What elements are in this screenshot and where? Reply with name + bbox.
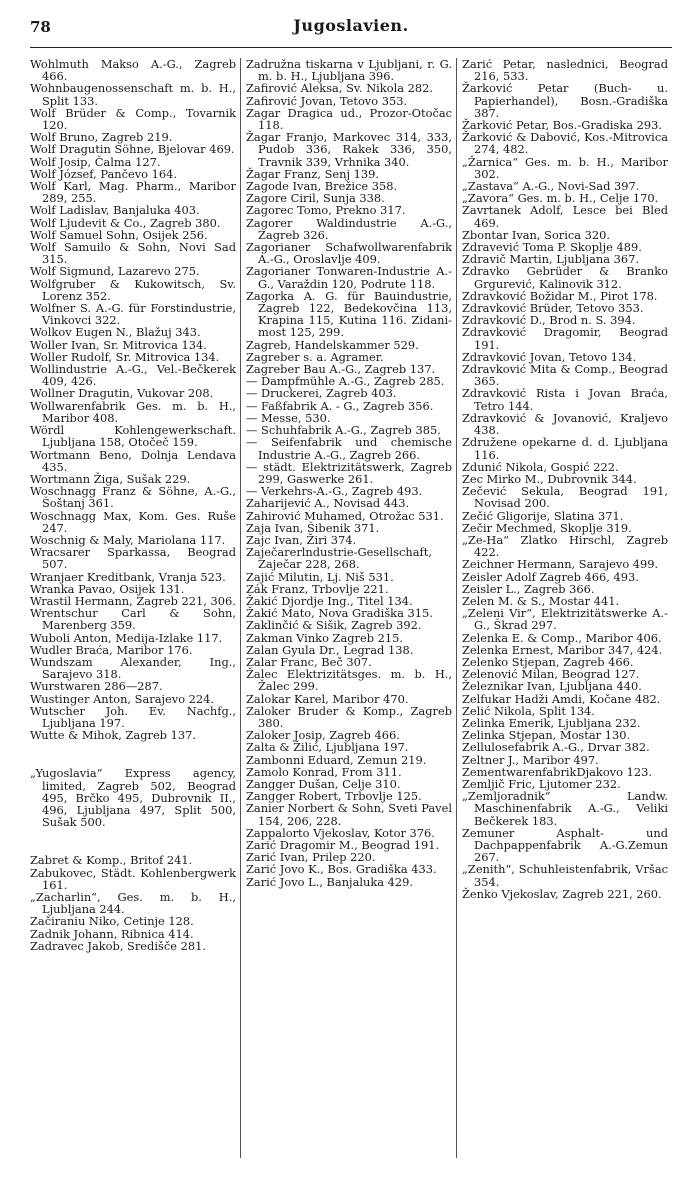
directory-entry: Zanier Norbert & Sohn, Sveti Pavel 154, 206, 228. <box>246 801 452 828</box>
directory-entry: Zavrtanek Adolf, Lesce bei Bled 469. <box>462 203 668 230</box>
directory-entry: Zarić Ivan, Prilep 220. <box>246 850 376 865</box>
directory-entry: Žakić Mato, Nova Gradiška 315. <box>246 606 433 621</box>
directory-entry: Wollner Dragutin, Vukovar 208. <box>30 386 214 401</box>
column-divider <box>456 58 457 1158</box>
directory-entry: Zagar Dragica ud., Prozor-Otočac 118. <box>246 105 452 133</box>
directory-entry: Zaloker Josip, Zagreb 466. <box>246 728 400 743</box>
directory-entry: Woschnig & Maly, Mariolana 117. <box>30 532 226 547</box>
directory-entry: Zamolo Konrad, From 311. <box>246 764 402 779</box>
directory-entry: Zbontar Ivan, Sorica 320. <box>462 227 611 242</box>
directory-entry: „Zavora“ Ges. m. b. H., Celje 170. <box>462 191 659 206</box>
directory-entry: Zdravković Božidar M., Pirot 178. <box>462 288 658 303</box>
directory-entry: Zappalorto Vjekoslav, Kotor 376. <box>246 825 435 840</box>
directory-entry: Wollwarenfabrik Ges. m. b. H., Maribor 408. <box>30 398 236 425</box>
directory-entry: ZementwarenfabrikDjakovo 123. <box>462 764 652 779</box>
directory-entry: Žarković & Dabović, Kos.-Mitrovica 274, 482. <box>462 130 668 157</box>
header-rule <box>30 47 672 48</box>
directory-entry: Žagar Franz, Senj 139. <box>246 166 379 181</box>
page-number: 78 <box>30 18 51 36</box>
directory-entry: Wrentschur Carl & Sohn, Marenberg 359. <box>30 606 236 633</box>
directory-entry: Zečić Gligorije, Slatina 371. <box>462 508 624 523</box>
directory-entry: Wortmann Beno, Dolnja Lendava 435. <box>30 447 236 474</box>
directory-entry: Zarić Dragomir M., Beograd 191. <box>246 838 440 852</box>
directory-entry: Wurstwaren 286—287. <box>30 679 163 694</box>
directory-entry: Zahirović Muhamed, Otrožac 531. <box>246 508 444 523</box>
directory-entry: Zdravković Dragomir, Beograd 191. <box>462 325 668 352</box>
directory-entry: Zabukovec, Städt. Kohlenbergwerk 161. <box>30 865 236 892</box>
directory-entry: Zeltner J., Maribor 497. <box>462 752 599 767</box>
directory-entry: Wolf Ljudevit & Co., Zagreb 380. <box>30 215 221 230</box>
directory-entry: Zelenko Stjepan, Zagreb 466. <box>462 654 634 669</box>
directory-entry: Zdravković D., Brod n. S. 394. <box>462 313 636 328</box>
column-divider <box>240 58 241 1158</box>
directory-entry: Zalan Gyula Dr., Legrad 138. <box>246 642 414 657</box>
directory-entry: Woller Ivan, Sr. Mitrovica 134. <box>30 337 207 352</box>
directory-entry: Žagar Franjo, Markovec 314, 333, Pudob 336, Rakek 336, 350, Travnik 339, Vrhnika 340. <box>246 130 452 169</box>
directory-entry: Zaklinčić & Sišik, Zagreb 392. <box>246 618 422 633</box>
directory-entry: Zagorec Tomo, Prekno 317. <box>246 203 406 218</box>
directory-entry: Zelfukar Hadži Amdi, Kočane 482. <box>462 691 661 706</box>
directory-entry: Zemljič Fric, Ljutomer 232. <box>462 776 621 791</box>
directory-entry: Zabret & Komp., Britof 241. <box>30 853 193 868</box>
directory-entry: Zeisler Adolf Zagreb 466, 493. <box>462 569 639 584</box>
directory-entry: Zambonni Eduard, Zemun 219. <box>246 752 427 767</box>
page-header <box>30 14 672 48</box>
directory-entry: Wohlmuth Makso A.-G., Zagreb 466. <box>30 58 236 84</box>
directory-entry: Wolfgruber & Kukowitsch, Sv. Lorenz 352. <box>30 276 236 303</box>
directory-entry: Zelenka Ernest, Maribor 347, 424. <box>462 642 663 657</box>
directory-entry: Wustinger Anton, Sarajevo 224. <box>30 691 215 706</box>
directory-entry: Zdravković Jovan, Tetovo 134. <box>462 349 637 364</box>
directory-entry: Wolfner S. A.-G. für Forstindustrie, Vinkovci 322. <box>30 301 236 328</box>
directory-entry: — Faßfabrik A. - G., Zagreb 356. <box>246 398 434 413</box>
directory-entry: Zagorer Waldindustrie A.-G., Zagreb 326. <box>246 215 452 242</box>
directory-entry: Wolf Samuilo & Sohn, Novi Sad 315. <box>30 240 236 267</box>
directory-entry: Žalec Elektrizitätsges. m. b. H., Žalec 299. <box>246 667 452 694</box>
directory-entry: Zadružna tiskarna v Ljubljani, r. G. m. b. H., Ljubljana 396. <box>246 58 452 84</box>
directory-entry: Wolf Samuel Sohn, Osijek 256. <box>30 227 208 242</box>
directory-entry: Zagorianer Tonwaren-Industrie A.-G., Varaždin 120, Podrute 118. <box>246 264 452 291</box>
directory-entry: Zalokar Karel, Maribor 470. <box>246 691 409 706</box>
directory-entry: Zarić Petar, naslednici, Beograd 216, 533. <box>462 58 668 84</box>
directory-entry: Zangger Robert, Trbovlje 125. <box>246 789 422 804</box>
directory-entry: Zeichner Hermann, Sarajevo 499. <box>462 557 659 572</box>
directory-entry: Zakman Vinko Zagreb 215. <box>246 630 403 645</box>
directory-entry: — Schuhfabrik A.-G., Zagreb 385. <box>246 423 441 438</box>
directory-entry: Zák Franz, Trbovlje 221. <box>246 581 389 596</box>
directory-entry: Wolf Dragutin Söhne, Bjelovar 469. <box>30 142 235 157</box>
directory-entry: Zaja Ivan, Šibenik 371. <box>246 520 380 535</box>
directory-entry: Zajić Milutin, Lj. Niš 531. <box>246 569 394 584</box>
directory-entry: „Zemljoradnik“ Landw. Maschinenfabrik A.-G., Veliki Bečkerek 183. <box>462 789 668 828</box>
directory-entry: Zellulosefabrik A.-G., Drvar 382. <box>462 740 650 755</box>
directory-entry: Zarić Jovo K., Bos. Gradiška 433. <box>246 862 437 877</box>
directory-entry: Zdravič Martin, Ljubljana 367. <box>462 252 640 267</box>
directory-entry: Wollindustrie A.-G., Vel.-Bečkerek 409, 426. <box>30 362 236 389</box>
directory-entry: Wolf Josip, Čalma 127. <box>30 154 161 169</box>
directory-entry: Wrastil Hermann, Zagreb 221, 306. <box>30 593 236 608</box>
directory-entry: Zagore Ciril, Sunja 338. <box>246 191 385 206</box>
directory-entry: — Messe, 530. <box>246 410 331 425</box>
directory-entry: „Zastava“ A.-G., Novi-Sad 397. <box>462 179 640 194</box>
directory-entry: Zagreber Bau A.-G., Zagreb 137. <box>246 362 436 377</box>
directory-entry: Wohnbaugenossenschaft m. b. H., Split 133. <box>30 81 236 108</box>
directory-entry: Wutte & Mihok, Zagreb 137. <box>30 728 196 743</box>
directory-entry: Woller Rudolf, Sr. Mitrovica 134. <box>30 349 220 364</box>
directory-entry: „Ze-Ha“ Zlatko Hirschl, Zagreb 422. <box>462 532 668 560</box>
directory-entry: Zagreber s. a. Agramer. <box>246 349 384 364</box>
directory-entry: „Zeleni Vir“, Elektrizitätswerke A.-G., Škrad 297. <box>462 606 668 633</box>
directory-entry: Wracsarer Sparkassa, Beograd 507. <box>30 545 236 572</box>
directory-entry: — Dampfmühle A.-G., Zagreb 285. <box>246 374 445 389</box>
column-2 <box>246 58 452 1173</box>
directory-entry: Zagorianer Schafwollwarenfabrik A.-G., Oroslavlje 409. <box>246 240 452 267</box>
directory-entry: Wuboli Anton, Medija-Izlake 117. <box>30 630 223 645</box>
directory-entry: Zarić Jovo L., Banjaluka 429. <box>246 874 414 889</box>
column-3 <box>462 58 668 1173</box>
directory-entry: — Verkehrs-A.-G., Zagreb 493. <box>246 484 423 499</box>
directory-entry: Zaloker Bruder & Komp., Zagreb 380. <box>246 703 452 730</box>
directory-entry: Zaharijević A., Novisad 443. <box>246 496 410 511</box>
directory-entry: Žakić Djordje Ing., Titel 134. <box>246 593 413 608</box>
directory-entry: Zelen M. & S., Mostar 441. <box>462 593 620 608</box>
directory-entry: Wutscher Joh. Ev. Nachfg., Ljubljana 197. <box>30 703 236 730</box>
directory-entry: Žarković Petar (Buch- u. Papierhandel), Bosn.-Gradiška 387. <box>462 81 668 120</box>
directory-entry: Železnikar Ivan, Ljubljana 440. <box>462 679 642 694</box>
directory-entry: Wranjaer Kreditbank, Vranja 523. <box>30 569 226 584</box>
directory-entry: Zdravković Mita & Comp., Beograd 365. <box>462 362 668 389</box>
directory-entry: „Žarnica“ Ges. m. b. H., Maribor 302. <box>462 154 668 181</box>
directory-entry: Zalar Franc, Beč 307. <box>246 654 372 669</box>
directory-entry: Zec Mirko M., Dubrovnik 344. <box>462 471 637 486</box>
directory-entry: Wortmann Žiga, Sušak 229. <box>30 471 191 486</box>
section-gap <box>30 828 236 854</box>
directory-entry: Wördl Kohlengewerkschaft. Ljubljana 158, Otočeč 159. <box>30 423 236 450</box>
directory-entry: Zdravković & Jovanović, Kraljevo 438. <box>462 410 668 438</box>
directory-entry: Zdravević Toma P. Skoplje 489. <box>462 240 642 255</box>
directory-entry: — städt. Elektrizitätswerk, Zagreb 299, Gaswerke 261. <box>246 459 452 486</box>
directory-entry: Zadravec Jakob, Središče 281. <box>30 938 206 953</box>
directory-entry: Woschnagg Franz & Söhne, A.-G., Šoštanj 361. <box>30 484 236 511</box>
directory-entry: Zemuner Asphalt- und Dachpappenfabrik A.-G.Zemun 267. <box>462 825 668 865</box>
directory-entry: Žarković Petar, Bos.-Gradiska 293. <box>462 118 663 133</box>
directory-entry: Zafirović Aleksa, Sv. Nikola 282. <box>246 81 433 96</box>
directory-entry: Wolf Bruno, Zagreb 219. <box>30 130 173 145</box>
directory-entry: Wolf Brüder & Comp., Tovarnik 120. <box>30 105 236 133</box>
directory-entry: Zelinka Stjepan, Mostar 130. <box>462 728 631 743</box>
directory-entry: Zafirović Jovan, Tetovo 353. <box>246 93 408 108</box>
directory-columns <box>30 58 672 1173</box>
directory-entry: Zdravković Rista i Jovan Braća, Tetro 144. <box>462 386 668 413</box>
directory-entry: Wolkov Eugen N., Blažuj 343. <box>30 325 201 340</box>
directory-entry: Zagode Ivan, Brežice 358. <box>246 179 398 194</box>
directory-entry: Wranka Pavao, Osijek 131. <box>30 581 185 596</box>
directory-entry: Zdunić Nikola, Gospić 222. <box>462 459 619 474</box>
directory-entry: „Zacharlin“, Ges. m. b. H., Ljubljana 244. <box>30 890 236 917</box>
directory-entry: Wudler Braća, Maribor 176. <box>30 642 193 657</box>
running-title: Jugoslavien. <box>293 16 409 35</box>
directory-entry: Wolf Ladislav, Banjaluka 403. <box>30 203 200 218</box>
directory-entry: Zečević Sekula, Beograd 191, Novisad 200. <box>462 484 668 511</box>
directory-entry: Wolf Karl, Mag. Pharm., Maribor 289, 255. <box>30 179 236 206</box>
column-1 <box>30 58 236 1173</box>
directory-entry: Ženko Vjekoslav, Zagreb 221, 260. <box>462 886 662 901</box>
directory-entry: Zagorka A. G. für Bauindustrie, Zagreb 122, Bedekovčina 113, Krapina 115, Kutina 116. Zidani-most 125, 299. <box>246 288 452 340</box>
directory-entry: Zelić Nikola, Split 134. <box>462 703 595 718</box>
directory-entry: Zadnik Johann, Ribnica 414. <box>30 926 194 941</box>
directory-entry: Zaječarerlndustrie-Gesellschaft, Zaječar 228, 268. <box>246 545 432 572</box>
directory-entry: „Zenith“, Schuhleistenfabrik, Vršac 354. <box>462 862 668 889</box>
directory-entry: Zečir Mechmed, Skoplje 319. <box>462 520 632 535</box>
directory-entry: — Seifenfabrik und chemische Industrie A.-G., Zagreb 266. <box>246 435 452 462</box>
directory-entry: Zangger Dušan, Celje 310. <box>246 776 401 791</box>
directory-entry: Wolf József, Pančevo 164. <box>30 166 178 181</box>
directory-entry: Zdravković Brüder, Tetovo 353. <box>462 301 644 316</box>
directory-entry: Zelinka Emerik, Ljubljana 232. <box>462 715 641 730</box>
directory-entry: Zagreb, Handelskammer 529. <box>246 337 419 352</box>
directory-entry: Woschnagg Max, Kom. Ges. Ruše 247. <box>30 508 236 535</box>
directory-entry: Zdravko Gebrüder & Branko Grgurević, Kalinovik 312. <box>462 264 668 291</box>
section-gap <box>30 741 236 767</box>
directory-entry: Zalta & Žilić, Ljubljana 197. <box>246 740 409 755</box>
directory-entry: — Druckerei, Zagreb 403. <box>246 386 397 401</box>
directory-entry: Zelenović Milan, Beograd 127. <box>462 667 640 682</box>
directory-entry: Združene opekarne d. d. Ljubljana 116. <box>462 435 668 462</box>
directory-entry: Wolf Sigmund, Lazarevo 275. <box>30 264 200 279</box>
directory-entry: Zajc Ivan, Žiri 374. <box>246 532 357 547</box>
directory-entry: Začiraniu Niko, Cetinje 128. <box>30 914 194 929</box>
directory-entry: „Yugoslavia“ Express agency, limited, Zagreb 502, Beograd 495, Brčko 495, Dubrovnik II., 496, Ljubljana 497, Split 500, Sušak 500. <box>30 766 236 830</box>
directory-entry: Zeisler L., Zagreb 366. <box>462 581 595 596</box>
directory-entry: Wundszam Alexander, Ing., Sarajevo 318. <box>30 654 236 682</box>
directory-entry: Zelenka E. & Comp., Maribor 406. <box>462 630 662 645</box>
